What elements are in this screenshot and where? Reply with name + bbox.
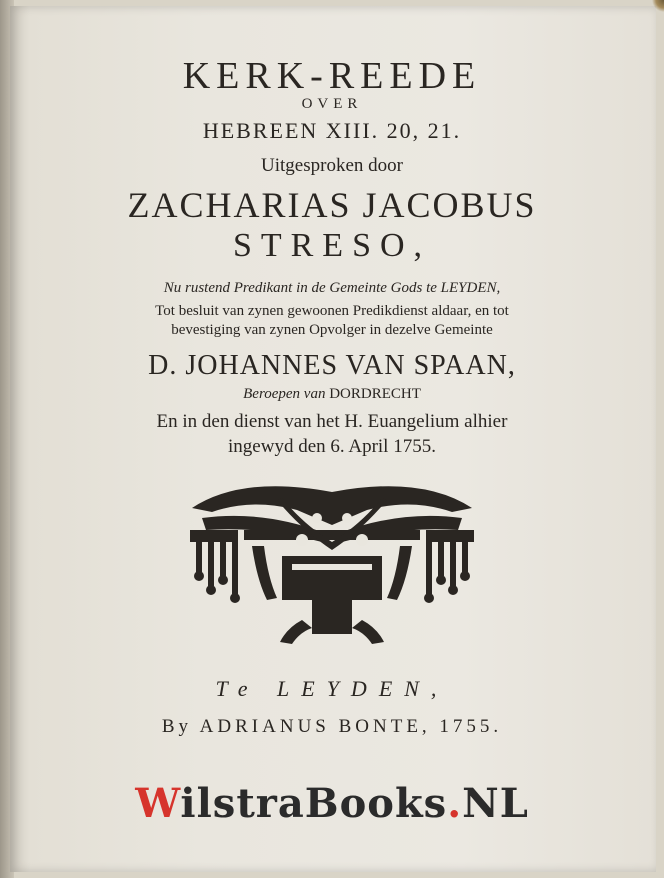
title-hebreen: HEBREEN XIII. 20, 21. (202, 118, 462, 143)
occasion-line-1: Tot besluit van zynen gewoonen Predikdienst aldaar, en tot (155, 303, 509, 319)
title-uitgesproken: Uitgesproken door (261, 155, 403, 176)
successor-name: D. JOHANNES VAN SPAAN, (148, 350, 516, 381)
ordination-date: ingewyd den 6. April 1755. (228, 436, 436, 457)
author-first-names: ZACHARIAS JACOBUS (127, 185, 537, 225)
title-over: OVER (301, 96, 363, 112)
printers-ornament (182, 470, 482, 650)
watermark-dot: . (447, 780, 463, 827)
author-surname: STRESO, (232, 227, 432, 264)
beroepen-van: Beroepen van (243, 386, 326, 402)
title-kerk-reede: KERK-REEDE (182, 55, 482, 97)
watermark-w: W (135, 780, 181, 827)
ordination-line-1: En in den dienst van het H. Euangelium alhier (156, 411, 508, 432)
page-corner (646, 0, 664, 18)
dordrecht: DORDRECHT (329, 386, 421, 402)
occasion-line-2: bevestiging van zynen Opvolger in dezelve Gemeinte (171, 322, 493, 338)
successor-origin (0, 386, 664, 403)
wilstrabooks-watermark (0, 780, 664, 827)
imprint-place: Te LEYDEN, (215, 676, 449, 701)
imprint-printer: By ADRIANUS BONTE, 1755. (161, 716, 503, 737)
watermark-name: ilstraBooks (180, 780, 448, 827)
author-position: Nu rustend Predikant in de Gemeinte Gods te LEYDEN, (163, 280, 501, 296)
watermark-tld: NL (462, 780, 529, 827)
